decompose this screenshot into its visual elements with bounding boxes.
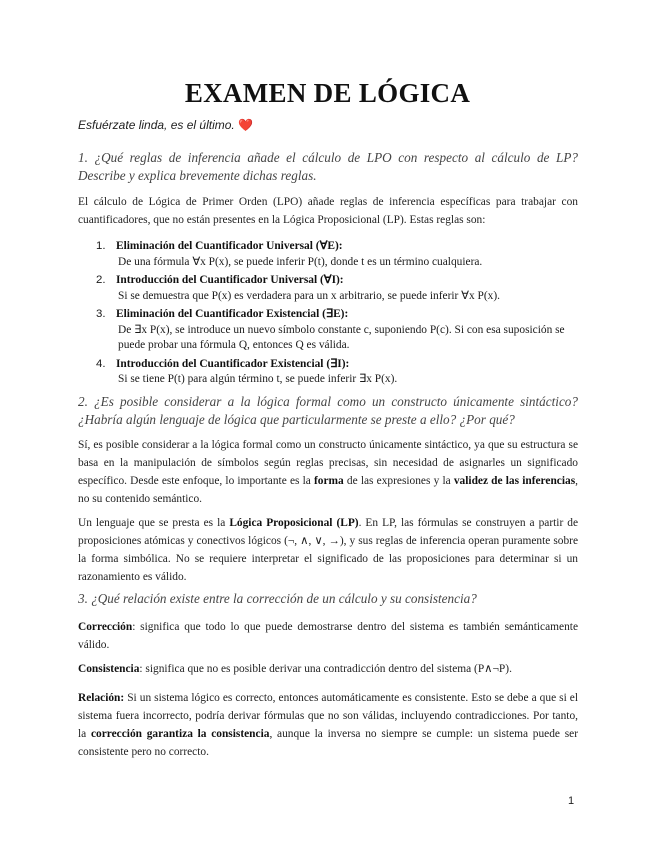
text-run: : significa que no es posible derivar una contradicción dentro del sistema (P∧¬P). — [139, 663, 512, 675]
heart-icon: ❤️ — [238, 118, 254, 132]
rule-name: Introducción del Cuantificador Universal (∀I): — [116, 274, 344, 286]
text-run: : significa que todo lo que puede demostrarse dentro del sistema es también semánticamente válido. — [78, 621, 578, 651]
rule-name: Eliminación del Cuantificador Existencial (∃E): — [116, 308, 349, 320]
subtitle — [78, 118, 253, 132]
bold-lp: Lógica Proposicional (LP) — [229, 517, 359, 529]
bold-correccion-garantiza: corrección garantiza la consistencia — [90, 728, 270, 740]
rule-name: Eliminación del Cuantificador Universal (∀E): — [116, 240, 343, 252]
text-run: , aunque la inversa no siempre se cumple: un sistema puede ser consistente pero no correcto. — [78, 728, 578, 758]
label-relacion: Relación: — [78, 692, 125, 704]
q3-correccion — [78, 618, 578, 654]
list-number: 3. — [96, 308, 106, 320]
rules-list — [96, 239, 578, 391]
text-run: de las expresiones y la — [343, 475, 454, 487]
rule-name: Introducción del Cuantificador Existencial (∃I): — [116, 357, 350, 370]
text-run: . En LP, las fórmulas se construyen a partir de proposiciones atómicas y conectivos lógicos (¬, ∧, ∨, →), y sus reglas de inferencia operan puramente sobre la forma simbólica. No se requiere interpretar el significado de las proposiciones para determinar si un razonamiento es válido. — [78, 517, 579, 583]
text-run: Un lenguaje que se presta es la — [78, 517, 230, 529]
bold-forma: forma — [314, 475, 344, 487]
text-run: Sí, es posible considerar a la lógica formal como un constructo únicamente sintáctico, ya que su estructura se basa en la manipulación de símbolos según reglas precisas, sin necesidad de asignarles un significado específico. Desde este enfoque, lo importante es la — [78, 439, 578, 487]
subtitle-text: Esfuérzate linda, es el último. — [78, 118, 235, 132]
question-1: 1. ¿Qué reglas de inferencia añade el cálculo de LPO con respecto al cálculo de LP? Describe y explica brevemente dichas reglas. — [78, 150, 578, 183]
rule-description: Si se tiene P(t) para algún término t, se puede inferir ∃x P(x). — [118, 373, 398, 385]
question-3: 3. ¿Qué relación existe entre la corrección de un cálculo y su consistencia? — [78, 591, 477, 606]
list-item — [96, 357, 578, 388]
list-item — [96, 307, 578, 354]
rule-description: De ∃x P(x), se introduce un nuevo símbolo constante c, suponiendo P(c). Si con esa suposición se puede probar una fórmula Q, entonces Q es válida. — [118, 323, 565, 351]
q2-paragraph-2 — [78, 514, 578, 586]
list-number: 1. — [96, 240, 106, 252]
bold-validez: validez de las inferencias — [453, 475, 576, 487]
text-run: , no su contenido semántico. — [78, 475, 578, 505]
q1-intro: El cálculo de Lógica de Primer Orden (LPO) añade reglas de inferencia específicas para trabajar con cuantificadores, que no están presentes en la Lógica Proposicional (LP). Estas reglas son: — [78, 196, 578, 226]
rule-description: De una fórmula ∀x P(x), se puede inferir P(t), donde t es un término cualquiera. — [118, 255, 483, 268]
q3-relacion — [78, 689, 578, 761]
list-item — [96, 239, 578, 270]
rule-description: Si se demuestra que P(x) es verdadera para un x arbitrario, se puede inferir ∀x P(x). — [118, 289, 500, 302]
q2-paragraph-1 — [78, 436, 578, 508]
label-consistencia: Consistencia — [78, 663, 140, 675]
list-number: 4. — [96, 357, 106, 370]
text-run: Si un sistema lógico es correcto, entonces automáticamente es consistente. Esto se debe a que si el sistema fuera incorrecto, podría derivar fórmulas que no son válidas, incluyendo contradicciones. Por tanto, la — [78, 692, 578, 740]
question-2: 2. ¿Es posible considerar a la lógica formal como un constructo únicamente sintáctico? ¿Habría algún lenguaje de lógica que particularmente se preste a ello? ¿Por qué? — [78, 394, 578, 427]
list-number: 2. — [96, 274, 106, 286]
list-item — [96, 273, 578, 304]
page-number: 1 — [568, 795, 575, 807]
page-title: EXAMEN DE LÓGICA — [184, 78, 471, 108]
q3-consistencia — [78, 660, 578, 678]
label-correccion: Corrección — [78, 621, 133, 633]
